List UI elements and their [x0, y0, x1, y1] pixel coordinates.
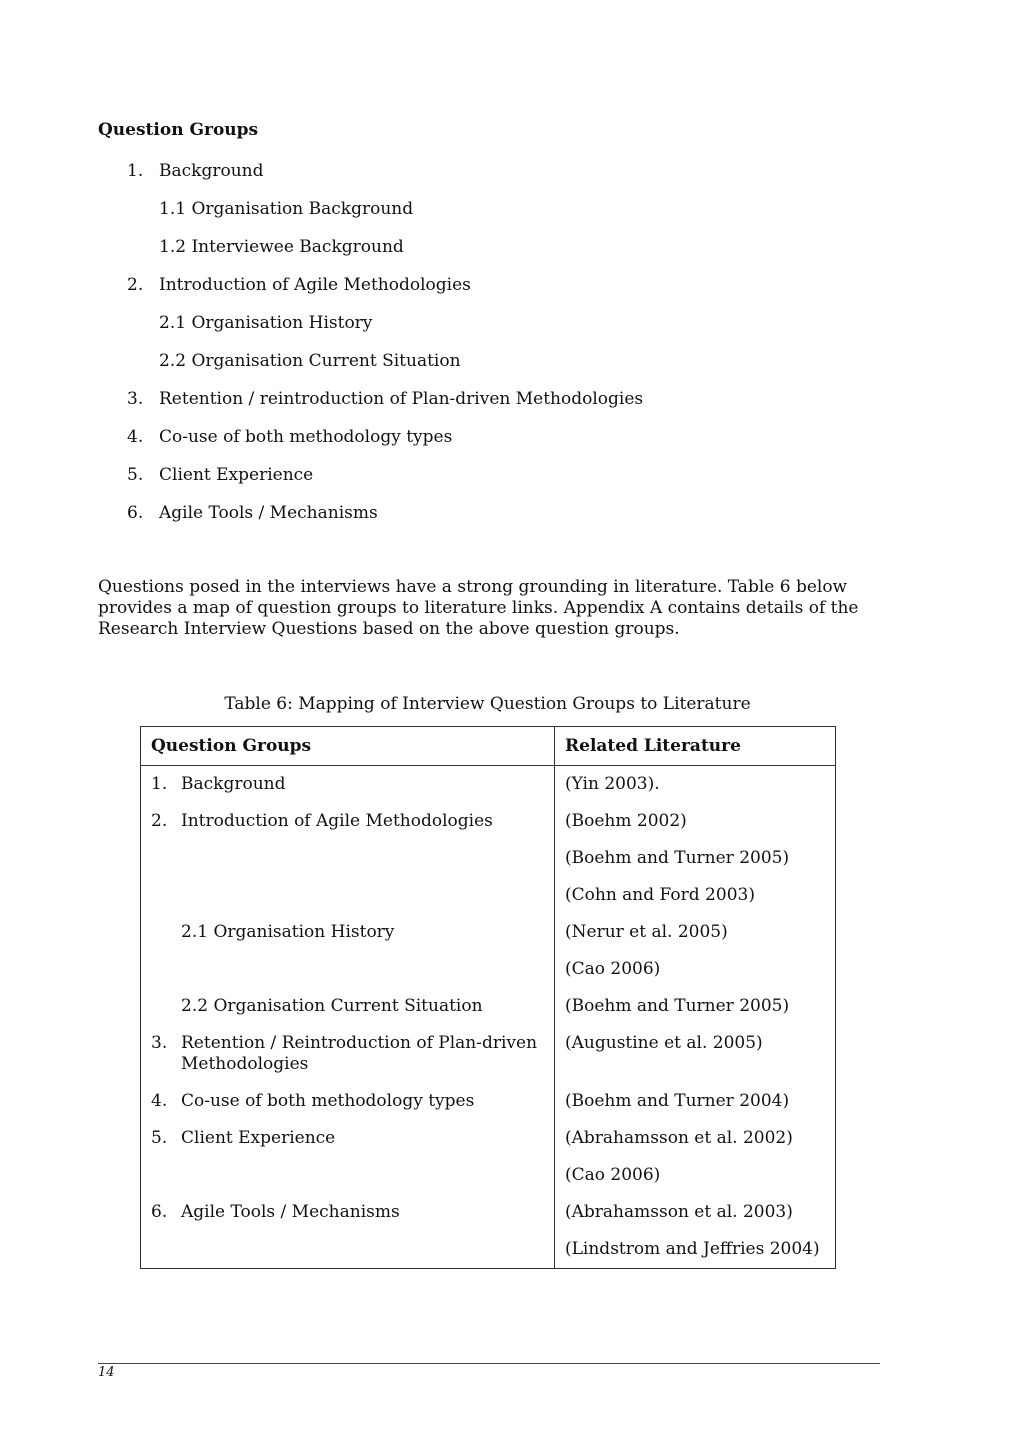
question-group-cell [141, 877, 555, 914]
row-group-text: 2.2 Organisation Current Situation [181, 996, 483, 1016]
question-group-cell [141, 766, 555, 804]
item-number: 3. [127, 389, 144, 409]
related-literature-cell: (Lindstrom and Jeffries 2004) [555, 1231, 836, 1269]
table-header-row [141, 727, 836, 766]
question-group-cell [141, 1120, 555, 1157]
table-row [141, 840, 836, 877]
item-text: 2.1 Organisation History [159, 313, 373, 333]
item-text: Retention / reintroduction of Plan-driven Methodologies [159, 389, 644, 409]
question-group-item [0, 228, 1024, 266]
question-group-cell [141, 1194, 555, 1231]
question-group-item [0, 266, 1024, 304]
question-group-cell [141, 803, 555, 840]
row-number: 4. [151, 1091, 168, 1111]
related-literature-cell: (Boehm and Turner 2005) [555, 840, 836, 877]
row-group-text: Co-use of both methodology types [181, 1091, 475, 1111]
related-literature-cell: (Cohn and Ford 2003) [555, 877, 836, 914]
table-row [141, 1157, 836, 1194]
item-text: Agile Tools / Mechanisms [159, 503, 378, 523]
table-row [141, 1231, 836, 1269]
related-literature-cell: (Boehm and Turner 2005) [555, 988, 836, 1025]
related-literature-cell: (Yin 2003). [555, 766, 836, 804]
related-literature-cell: (Abrahamsson et al. 2002) [555, 1120, 836, 1157]
table-row [141, 1120, 836, 1157]
related-literature-cell: (Boehm 2002) [555, 803, 836, 840]
table-row [141, 914, 836, 951]
table-row [141, 951, 836, 988]
row-number: 3. [151, 1033, 168, 1053]
item-number: 2. [127, 275, 144, 295]
related-literature-cell: (Boehm and Turner 2004) [555, 1083, 836, 1120]
item-text: Introduction of Agile Methodologies [159, 275, 471, 295]
header-related-literature: Related Literature [555, 727, 836, 766]
question-group-cell [141, 840, 555, 877]
item-text: 1.1 Organisation Background [159, 199, 414, 219]
row-group-text: Background [181, 774, 286, 794]
row-number: 1. [151, 774, 168, 794]
question-group-cell [141, 1157, 555, 1194]
row-group-text: Agile Tools / Mechanisms [181, 1202, 400, 1222]
question-group-cell [141, 1025, 555, 1083]
row-group-text: 2.1 Organisation History [181, 922, 395, 942]
table-row [141, 803, 836, 840]
row-number: 5. [151, 1128, 168, 1148]
page-number: 14 [98, 1365, 115, 1380]
related-literature-cell: (Cao 2006) [555, 951, 836, 988]
table-caption: Table 6: Mapping of Interview Question Groups to Literature [224, 694, 751, 714]
item-text: Client Experience [159, 465, 314, 485]
item-number: 1. [127, 161, 144, 181]
item-number: 6. [127, 503, 144, 523]
question-group-item [0, 418, 1024, 456]
item-text: Co-use of both methodology types [159, 427, 453, 447]
question-group-item [0, 190, 1024, 228]
related-literature-cell: (Abrahamsson et al. 2003) [555, 1194, 836, 1231]
item-text: Background [159, 161, 264, 181]
question-group-cell [141, 988, 555, 1025]
table-row [141, 1025, 836, 1083]
question-group-item [0, 342, 1024, 380]
item-number: 5. [127, 465, 144, 485]
row-number: 2. [151, 811, 168, 831]
table-body [141, 766, 836, 1269]
question-group-cell [141, 951, 555, 988]
item-text: 1.2 Interviewee Background [159, 237, 404, 257]
row-group-text: Introduction of Agile Methodologies [181, 811, 493, 831]
body-paragraph: Questions posed in the interviews have a strong grounding in literature. Table 6 below provides a map of question groups to literature links. Appendix A contains details of the Research Interview Questions based on the above question groups. [98, 577, 859, 639]
table-row [141, 988, 836, 1025]
mapping-table [140, 726, 836, 1269]
section-heading: Question Groups [98, 120, 259, 140]
item-number: 4. [127, 427, 144, 447]
related-literature-cell: (Augustine et al. 2005) [555, 1025, 836, 1083]
question-group-cell [141, 914, 555, 951]
question-group-item [0, 304, 1024, 342]
question-group-cell [141, 1083, 555, 1120]
table-row [141, 1083, 836, 1120]
row-group-text: Retention / Reintroduction of Plan-driven Methodologies [181, 1033, 538, 1074]
item-text: 2.2 Organisation Current Situation [159, 351, 461, 371]
footer-divider [98, 1363, 880, 1364]
row-group-text: Client Experience [181, 1128, 336, 1148]
row-number: 6. [151, 1202, 168, 1222]
table-row [141, 877, 836, 914]
question-group-item [0, 456, 1024, 494]
related-literature-cell: (Cao 2006) [555, 1157, 836, 1194]
table-row [141, 766, 836, 804]
question-group-cell [141, 1231, 555, 1269]
related-literature-cell: (Nerur et al. 2005) [555, 914, 836, 951]
question-group-item [0, 152, 1024, 190]
question-group-list [0, 152, 1024, 532]
table-row [141, 1194, 836, 1231]
header-question-groups: Question Groups [141, 727, 555, 766]
question-group-item [0, 494, 1024, 532]
question-group-item [0, 380, 1024, 418]
